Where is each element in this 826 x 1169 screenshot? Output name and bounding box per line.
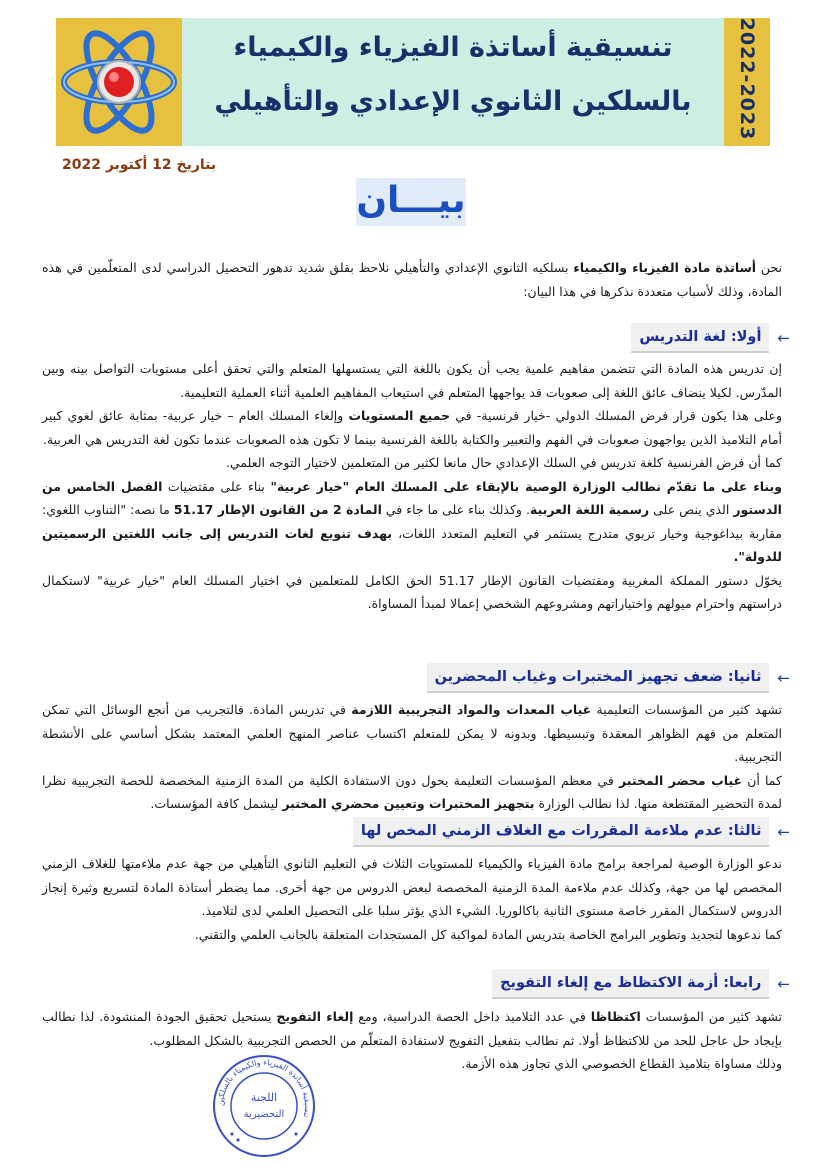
arrow-left-icon: ← <box>777 669 790 687</box>
bold-text: رسمية اللغة العربية <box>529 502 650 517</box>
document-date: بتاريخ 12 أكتوبر 2022 <box>62 157 217 173</box>
section-heading-text: رابعا: أزمة الاكتظاظ مع إلغاء التفويج <box>492 969 769 999</box>
arrow-left-icon: ← <box>777 823 790 841</box>
text: الذي ينص على <box>649 502 734 517</box>
text: بناء على مقتضيات <box>162 478 271 494</box>
arrow-left-icon: ← <box>777 329 790 347</box>
section-body-curricula <box>42 852 782 946</box>
paragraph: ندعو الوزارة الوصية لمراجعة برامج مادة الفيزياء والكيمياء للمستويات الثلاث في التعليم الثانوي التأهيلي من جهة عدم ملاءمتها للغلاف الزمني المخصص لها من جهة، وكذلك عدم ملاءمة المدة الزمنية المخصصة لبعض الدروس من جهة أخرى. مما يضطر أستاذة المادة لتسريع وثيرة إنجاز الدروس لاستكمال المقرر خاصة مستوى الثانية باكالوريا. الشيء الذي يؤثر سلبا على التحصيل العلمي لدى لتلاميذ. <box>42 856 782 918</box>
text: في تدريس المادة. فالتجريب من أنجع الوسائل التي تمكن المتعلم من فهم الظواهر المعقدة وتبسيطها. وبدونه لا يمكن للمتعلم اكتساب عناصر المنهج العلمي المعتمد بشكل أساسي على الأنشطة التجريبية. <box>42 702 782 764</box>
paragraph <box>42 698 782 769</box>
bold-text: الفصل الخامس من الدستور <box>42 478 782 517</box>
arrow-left-icon: ← <box>777 975 790 993</box>
stamp-center-line1: اللجنة <box>250 1091 278 1104</box>
paragraph <box>42 769 782 816</box>
paragraph: كما ندعوها لتجديد وتطوير البرامج الخاصة بتدريس المادة لمواكبة كل المستجدات المتعلقة بالجانب العلمي والتقني. <box>194 926 782 942</box>
stamp-ring-text: تنسيقية أساتذة الفيزياء والكيمياء بالسلكين <box>215 1057 313 1119</box>
section-heading-text: أولا: لغة التدريس <box>631 323 769 353</box>
section-heading-text: ثالثا: عدم ملاءمة المقررات مع الغلاف الزمني المخص لها <box>353 817 770 847</box>
section-heading-curricula <box>353 818 790 846</box>
header-title-line2: بالسلكين الثانوي الإعدادي والتأهيلي <box>214 86 692 117</box>
bold-text: غياب محضر المختبر <box>618 772 743 788</box>
header-title-line1: تنسيقية أساتذة الفيزياء والكيمياء <box>233 32 673 63</box>
bold-text: إلغاء التفويج <box>276 1009 354 1024</box>
year-panel <box>724 18 770 146</box>
text: ما نصه: "التناوب اللغوي: مقاربة بيداغوجية وخيار تربوي متدرج يستثمر في التعليم المتعدد اللغات، <box>42 502 782 541</box>
logo-panel <box>56 18 182 146</box>
section-heading-labs <box>427 664 790 692</box>
text: وعلى هذا يكون قرار فرض المسلك الدولي -خيار فرنسية- في <box>450 408 782 423</box>
text: كما أن <box>742 772 782 788</box>
paragraph <box>42 1005 782 1052</box>
atom-icon <box>56 18 182 146</box>
section-heading-overcrowding <box>492 970 790 998</box>
committee-stamp <box>212 1054 316 1158</box>
school-year: 2022-2023 <box>736 17 758 141</box>
text: . وكذلك بناء على ما جاء في <box>381 502 530 517</box>
text: تشهد كثير من المؤسسات <box>640 1009 783 1024</box>
text: في معظم المؤسسات التعليمة يحول دون الاستفادة الكلية من المدة الزمنية المخصصة للحصة التجريبية نظرا لمدة التحضير المقتطعة منها. لذا نطالب الوزارة <box>42 772 782 811</box>
bold-text: غياب المعدات والمواد التجريبية اللازمة <box>351 702 592 717</box>
intro-text: بسلكيه الثانوي الإعدادي والتأهيلي نلاحظ بقلق شديد تدهور التحصيل الدراسي لدى المتعلّمين في هذه المادة، وذلك لأسباب متعددة نذكرها في هذا البيان: <box>42 260 782 299</box>
paragraph: إن تدريس هذه المادة التي تتضمن مفاهيم علمية يجب أن يكون باللغة التي يستسهلها المتعلم والتي تحقق أعلى مستويات التواصل بينه وبين المدّرس. لكيلا ينضاف عائق اللغة إلى صعوبات قد يواجهها المتعلم في استيعاب المفاهيم العلمية أثناء العملية التعليمية. <box>42 361 782 400</box>
title-panel <box>182 18 724 146</box>
section-body-overcrowding <box>42 1005 782 1076</box>
bold-text: المادة 2 من القانون الإطار 51.17 <box>173 502 382 517</box>
paragraph <box>42 404 782 451</box>
section-body-labs <box>42 698 782 816</box>
paragraph <box>42 475 782 569</box>
paragraph: وذلك مساواة بتلاميذ القطاع الخصوصي الذي تجاوز هذه الأزمة. <box>461 1056 782 1071</box>
bold-text: بتجهيز المختبرات وتعيين محضري المختبر <box>282 796 535 811</box>
page-header <box>56 18 770 146</box>
intro-bold: أساتذة مادة الفيزياء والكيمياء <box>573 260 757 275</box>
stamp-center-line2: التحضيرية <box>243 1109 285 1120</box>
text: ليشمل كافة المؤسسات. <box>150 796 283 811</box>
stamp-seal <box>212 1054 316 1158</box>
text: يستحيل تحقيق الجودة المنشودة. لذا نطالب بإيجاد حل عاجل للحد من للاكتظاظ أولا. ثم نطالب بتفعيل التفويج لاستفادة المتعلّم من الحصص التجريبية بالشكل المطلوب. <box>42 1009 782 1048</box>
paragraph: كما أن فرض الفرنسية كلغة تدريس في السلك الإعدادي حال مانعا لكثير من المتعلمين لاختيار التوجه العلمي. <box>225 455 782 470</box>
bold-text: وبناء على ما تقدّم نطالب الوزارة الوصية بالإبقاء على المسلك العام "خيار عربية" <box>270 478 782 494</box>
bold-text: جميع المستويات <box>348 408 451 423</box>
text: وإلغاء المسلك العام – خيار عربية- بمثابة عائق لغوي كبير أمام التلاميذ الذين يواجهون صعوبات في الفهم والتعبير والكتابة باللغة الفرنسية بينما لا تكون هذه الصعوبات عندما تكون لغة التدريس هي العربية. <box>42 408 782 447</box>
text: تشهد كثير من المؤسسات التعليمية <box>591 702 782 717</box>
paragraph: يخوّل دستور المملكة المغربية ومقتضيات القانون الإطار 51.17 الحق الكامل للمتعلمين في اختيار المسلك العام "خيار عربية" لاستكمال دراستهم واحترام ميولهم واختياراتهم ومشروعهم الشخصي إعمالا لمبدأ المساواة. <box>42 572 782 611</box>
document-title: بيـــان <box>356 178 466 226</box>
section-body-language <box>42 357 782 616</box>
section-heading-language <box>631 324 790 352</box>
bold-text: بهدف تنويع لغات التدريس إلى جانب اللغتين الرسميتين للدولة". <box>42 525 782 564</box>
intro-text: نحن <box>756 260 782 275</box>
bold-text: اكتظاظا <box>590 1009 641 1024</box>
section-heading-text: ثانيا: ضعف تجهيز المختبرات وغياب المحضرين <box>427 663 770 693</box>
intro-paragraph <box>42 256 782 303</box>
text: في عدد التلاميذ داخل الحصة الدراسية، ومع <box>353 1009 591 1024</box>
